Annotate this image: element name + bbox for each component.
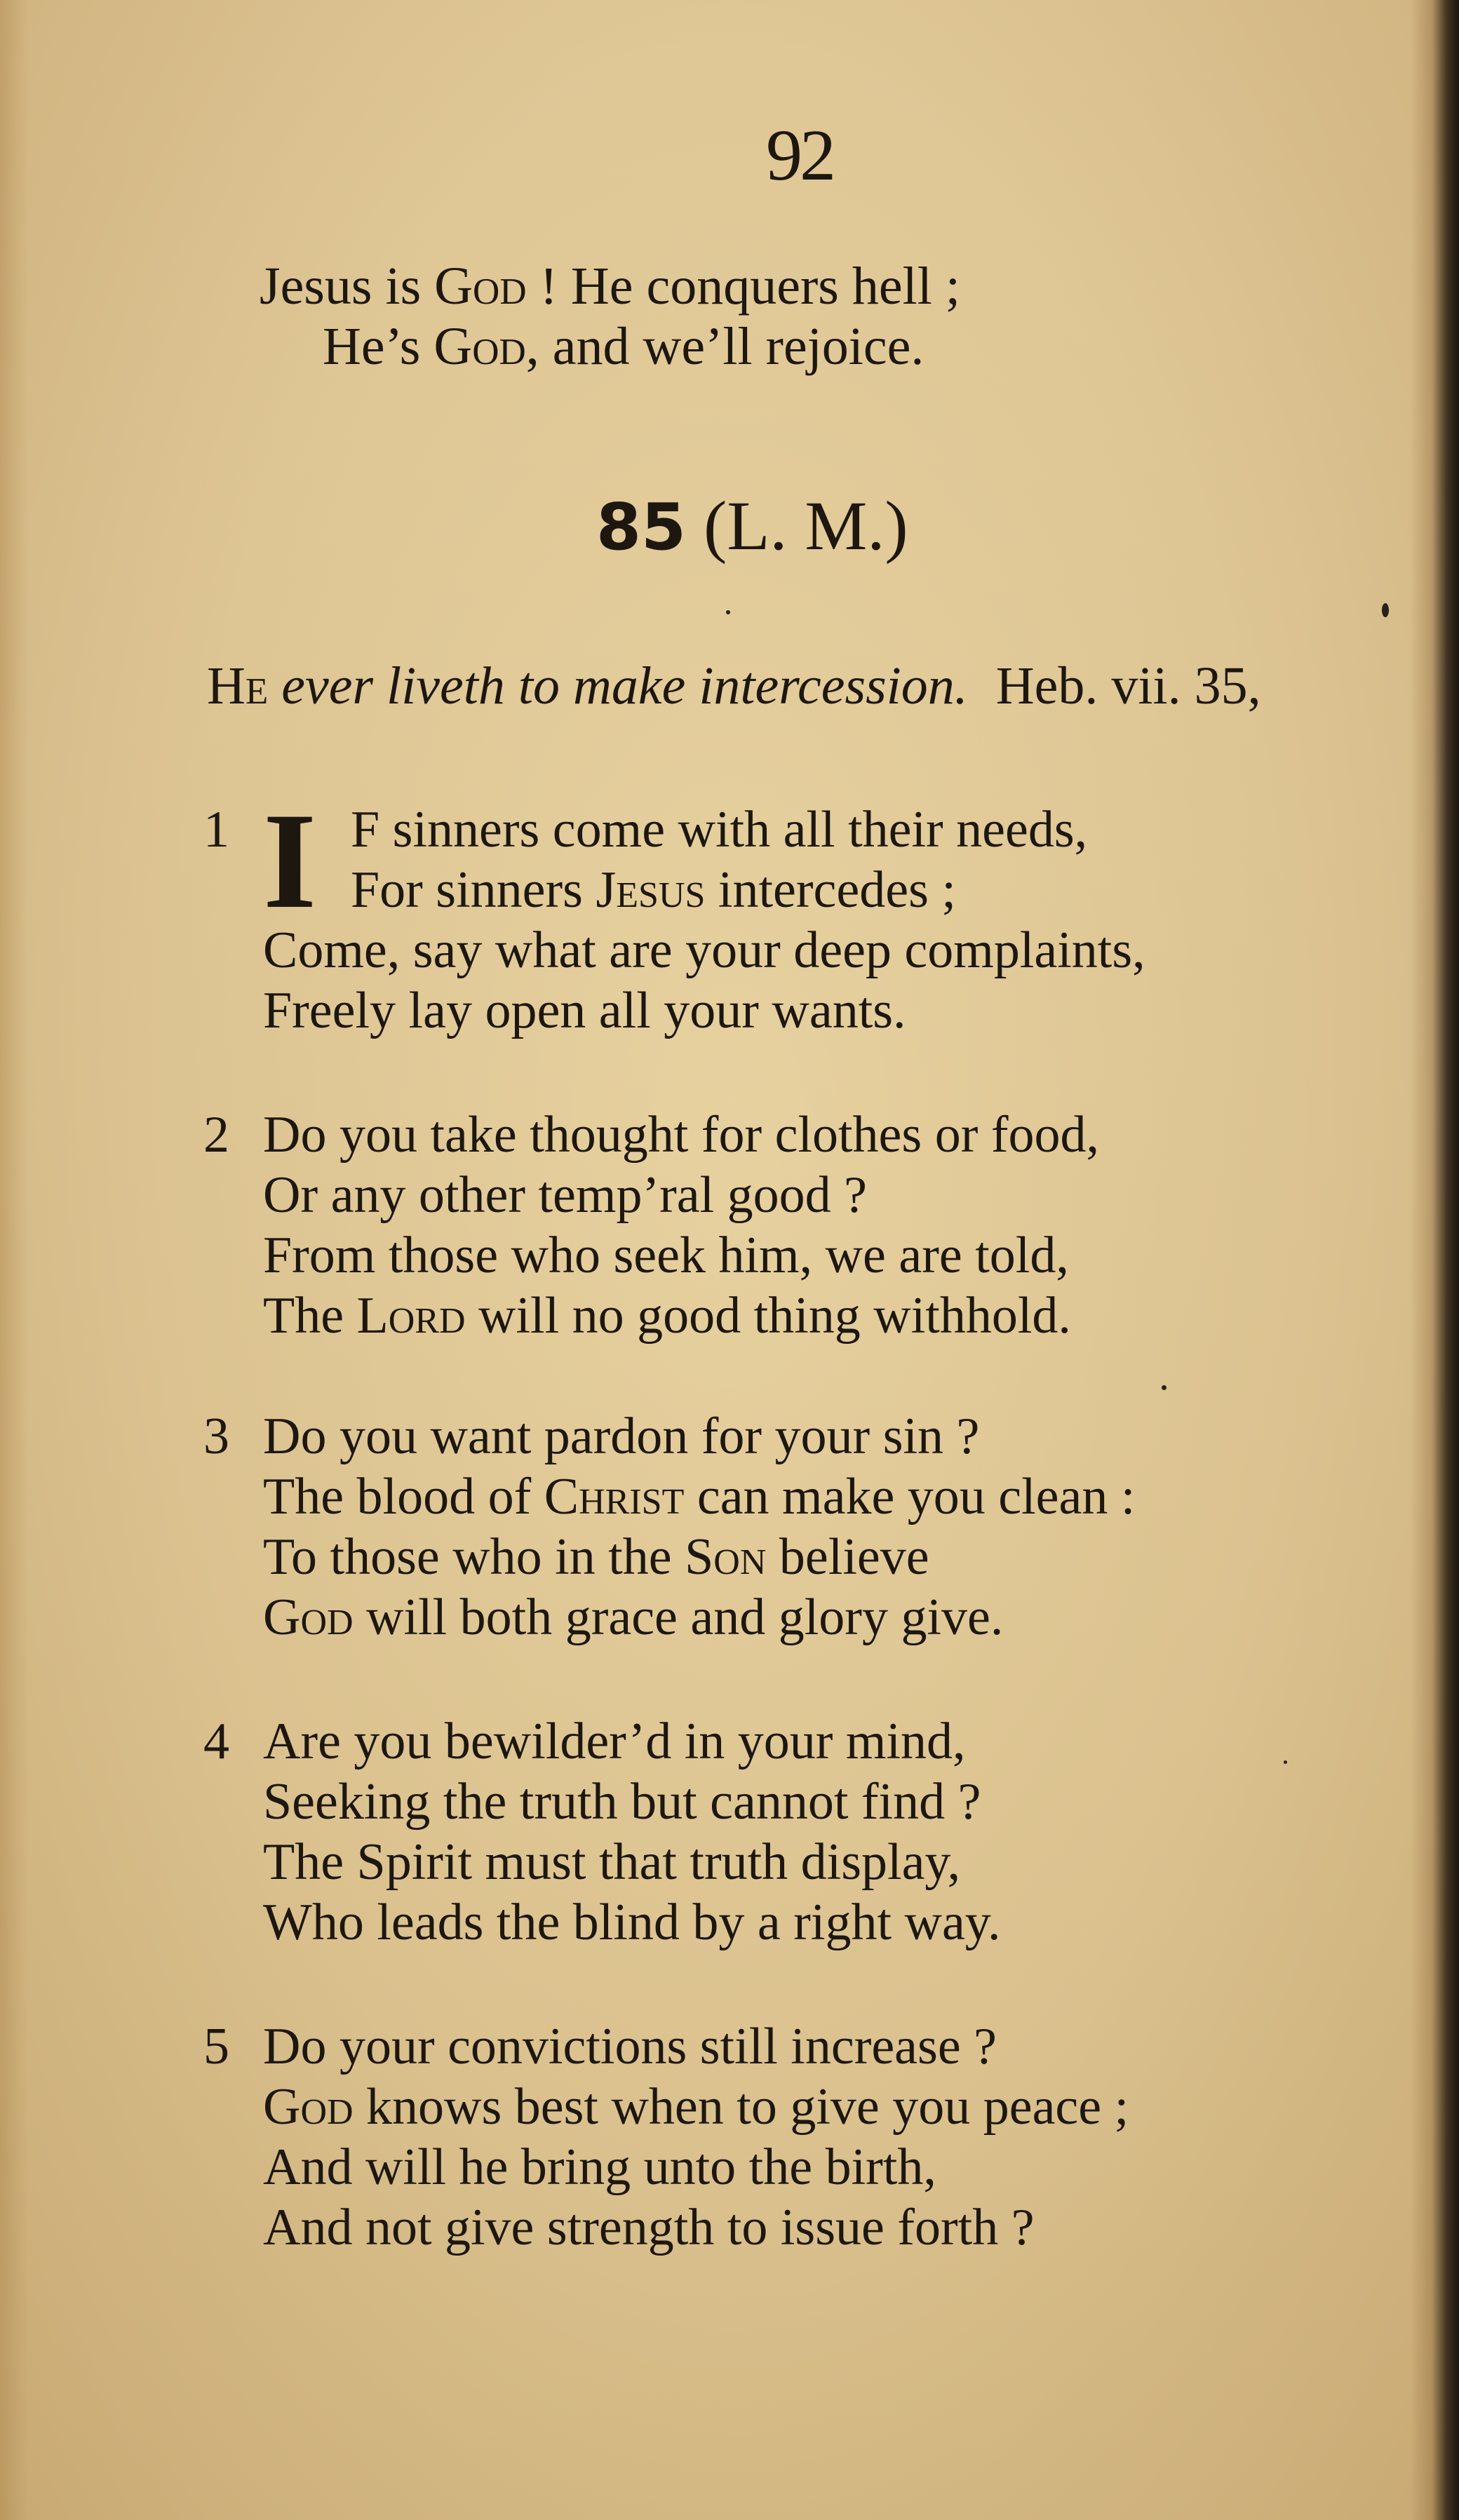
- ink-speck: [1382, 603, 1389, 617]
- stanza-number: 2: [203, 1106, 229, 1164]
- verse-line: Seeking the truth but cannot find ?: [263, 1773, 981, 1831]
- verse-line: Freely lay open all your wants.: [263, 982, 906, 1039]
- verse-line: Who leads the blind by a right way.: [263, 1894, 1001, 1951]
- verse-line: From those who seek him, we are told,: [263, 1227, 1069, 1284]
- epigraph-reference: Heb. vii. 35,: [995, 656, 1261, 715]
- carry-over-verse: [260, 256, 960, 377]
- drop-cap: I: [263, 785, 317, 937]
- stanza-number: 1: [203, 801, 229, 858]
- hymn-number: 85: [596, 490, 687, 565]
- verse-line: The Spirit must that truth display,: [263, 1833, 961, 1891]
- verse-line: Come, say what are your deep complaints,: [263, 922, 1145, 979]
- verse-line: And will he bring unto the birth,: [263, 2138, 936, 2196]
- stanza-number: 5: [203, 2018, 229, 2075]
- hymn-meter: (L. M.): [704, 487, 908, 565]
- epigraph-text: ever liveth to make intercession.: [268, 656, 968, 715]
- verse-line: Do you want pardon for your sin ?: [263, 1408, 980, 1465]
- verse-line: And not give strength to issue forth ?: [263, 2199, 1035, 2256]
- carry-over-line-2: He’s God, and we’ll rejoice.: [323, 317, 925, 376]
- epigraph-he: He: [207, 656, 269, 715]
- verse-line: For sinners Jesus intercedes ;: [351, 861, 956, 919]
- carry-over-line-1: Jesus is God ! He conquers hell ;: [260, 257, 960, 316]
- stanza-1: [203, 785, 1396, 1041]
- ink-speck: [726, 610, 730, 614]
- page-number: 92: [766, 115, 833, 196]
- verse-line: F sinners come with all their needs,: [351, 801, 1088, 858]
- stanza-2: [203, 1105, 1396, 1346]
- hymn-heading: [596, 487, 1017, 565]
- verse-line: The Lord will no good thing withhold.: [263, 1287, 1071, 1345]
- stanza-4: [203, 1711, 1396, 1953]
- stanza-number: 3: [203, 1408, 229, 1465]
- verse-line: To those who in the Son believe: [263, 1528, 929, 1586]
- verse-line: The blood of Christ can make you clean :: [263, 1468, 1136, 1525]
- verse-line: God knows best when to give you peace ;: [263, 2078, 1129, 2136]
- verse-line: God will both grace and glory give.: [263, 1589, 1004, 1646]
- stanza-3: [203, 1406, 1396, 1648]
- verse-line: Do you take thought for clothes or food,: [263, 1106, 1099, 1164]
- ink-speck: [1162, 1385, 1166, 1390]
- page-gutter-shadow: [0, 0, 28, 2520]
- hymn-epigraph: [207, 656, 1413, 715]
- verse-line: Are you bewilder’d in your mind,: [263, 1713, 966, 1770]
- verse-line: Do your convictions still increase ?: [263, 2018, 997, 2075]
- ink-speck: [1284, 1760, 1287, 1764]
- page-edge-shadow: [1410, 0, 1459, 2520]
- stanza-number: 4: [203, 1713, 229, 1770]
- stanza-5: [203, 2016, 1396, 2258]
- verse-line: Or any other temp’ral good ?: [263, 1166, 867, 1224]
